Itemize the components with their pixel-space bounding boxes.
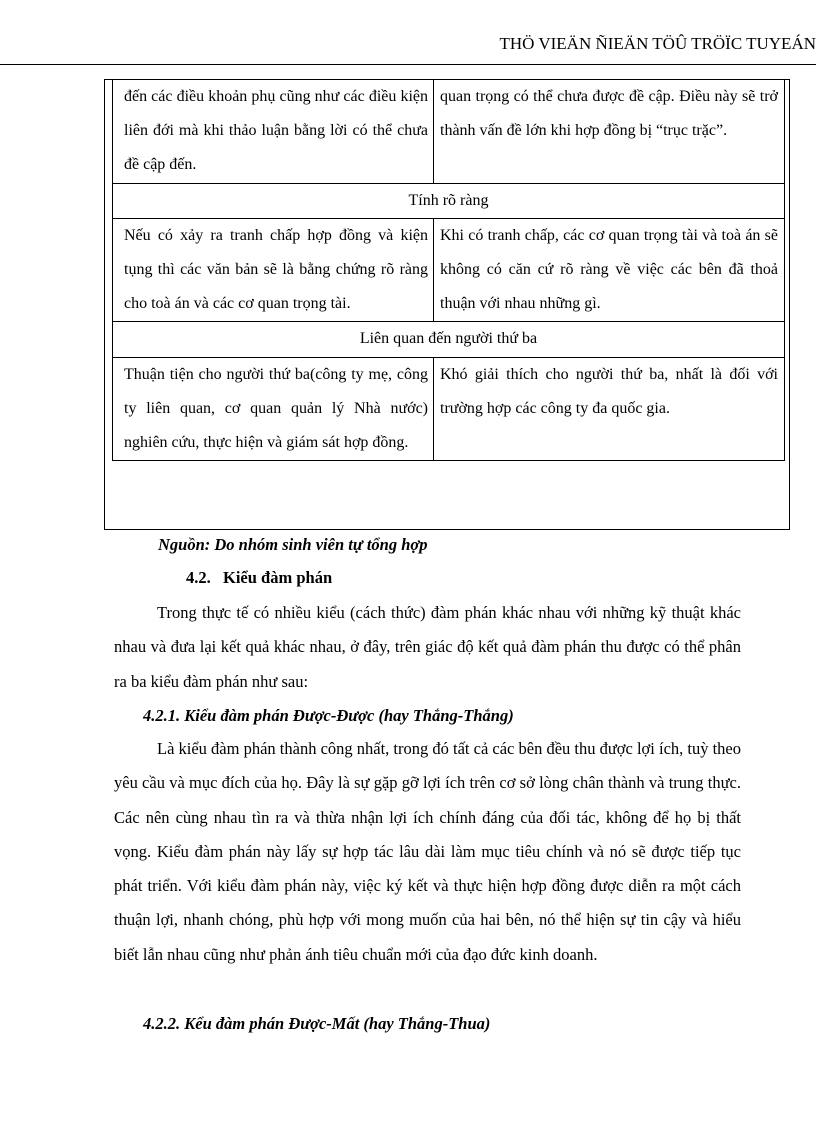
table-cell-right: Khó giải thích cho người thứ ba, nhất là đối với trường hợp các công ty đa quốc gia. xyxy=(434,357,785,461)
section-number: 4.2. xyxy=(186,568,211,587)
intro-paragraph: Trong thực tế có nhiều kiểu (cách thức) đàm phán khác nhau với những kỹ thuật khác nhau và đưa lại kết quả khác nhau, ở đây, trên giác độ kết quả đàm phán thu được có thể phân ra ba kiểu đàm phán như sau: xyxy=(114,603,741,691)
running-header: THÖ VIEÄN ÑIEÄN TÖÛ TRÖÏC TUYEÁN xyxy=(499,34,816,53)
table-section-row xyxy=(113,322,785,357)
table-source-caption: Nguồn: Do nhóm sinh viên tự tổng hợp xyxy=(158,535,428,554)
table-cell-right: quan trọng có thể chưa được đề cập. Điều này sẽ trở thành vấn đề lớn khi hợp đồng bị “trục trặc”. xyxy=(434,80,785,184)
section-heading-4-2 xyxy=(186,566,813,590)
table-section-title: Liên quan đến người thứ ba xyxy=(113,322,785,357)
subsection-heading-4-2-2: 4.2.2. Kểu đàm phán Được-Mất (hay Thắng-Thua) xyxy=(143,1014,491,1033)
table-row xyxy=(113,80,785,184)
subsection-heading-4-2-1: 4.2.1. Kiểu đàm phán Được-Được (hay Thắng-Thắng) xyxy=(143,706,514,725)
table-cell-right: Khi có tranh chấp, các cơ quan trọng tài và toà án sẽ không có căn cứ rõ ràng về việc các bên đã thoả thuận với nhau những gì. xyxy=(434,218,785,322)
table-section-row xyxy=(113,183,785,218)
table-row xyxy=(113,218,785,322)
header-rule xyxy=(0,64,816,65)
table-cell-left: Thuận tiện cho người thứ ba(công ty mẹ, công ty liên quan, cơ quan quản lý Nhà nước) nghiên cứu, thực hiện và giám sát hợp đồng. xyxy=(113,357,434,461)
section-title: Kiểu đàm phán xyxy=(223,568,333,587)
table-cell-left: đến các điều khoản phụ cũng như các điều kiện liên đới mà khi thảo luận bằng lời có thể chưa đề cập đến. xyxy=(113,80,434,184)
table-row xyxy=(113,357,785,461)
comparison-table xyxy=(112,79,785,461)
win-win-paragraph: Là kiểu đàm phán thành công nhất, trong đó tất cả các bên đều thu được lợi ích, tuỳ theo yêu cầu và mục đích của họ. Đây là sự gặp gỡ lợi ích trên cơ sở lòng chân thành và trung thực. Các nên cùng nhau tìn ra và thừa nhận lợi ích chính đáng của đối tác, không để họ bị thất vọng. Kiểu đàm phán này lấy sự hợp tác lâu dài làm mục tiêu chính và nó sẽ được tiếp tục phát triển. Với kiểu đàm phán này, việc ký kết và thực hiện hợp đồng được diễn ra một cách thuận lợi, nhanh chóng, phù hợp với mong muốn của hai bên, nó thể hiện sự tin cậy và hiểu biết lẫn nhau cũng như phản ánh tiêu chuẩn mới của đạo đức kinh doanh. xyxy=(114,739,742,964)
table-section-title: Tính rõ ràng xyxy=(113,183,785,218)
table-cell-left: Nếu có xảy ra tranh chấp hợp đồng và kiện tụng thì các văn bản sẽ là bằng chứng rõ ràng cho toà án và các cơ quan trọng tài. xyxy=(113,218,434,322)
comparison-table-frame xyxy=(104,79,790,530)
